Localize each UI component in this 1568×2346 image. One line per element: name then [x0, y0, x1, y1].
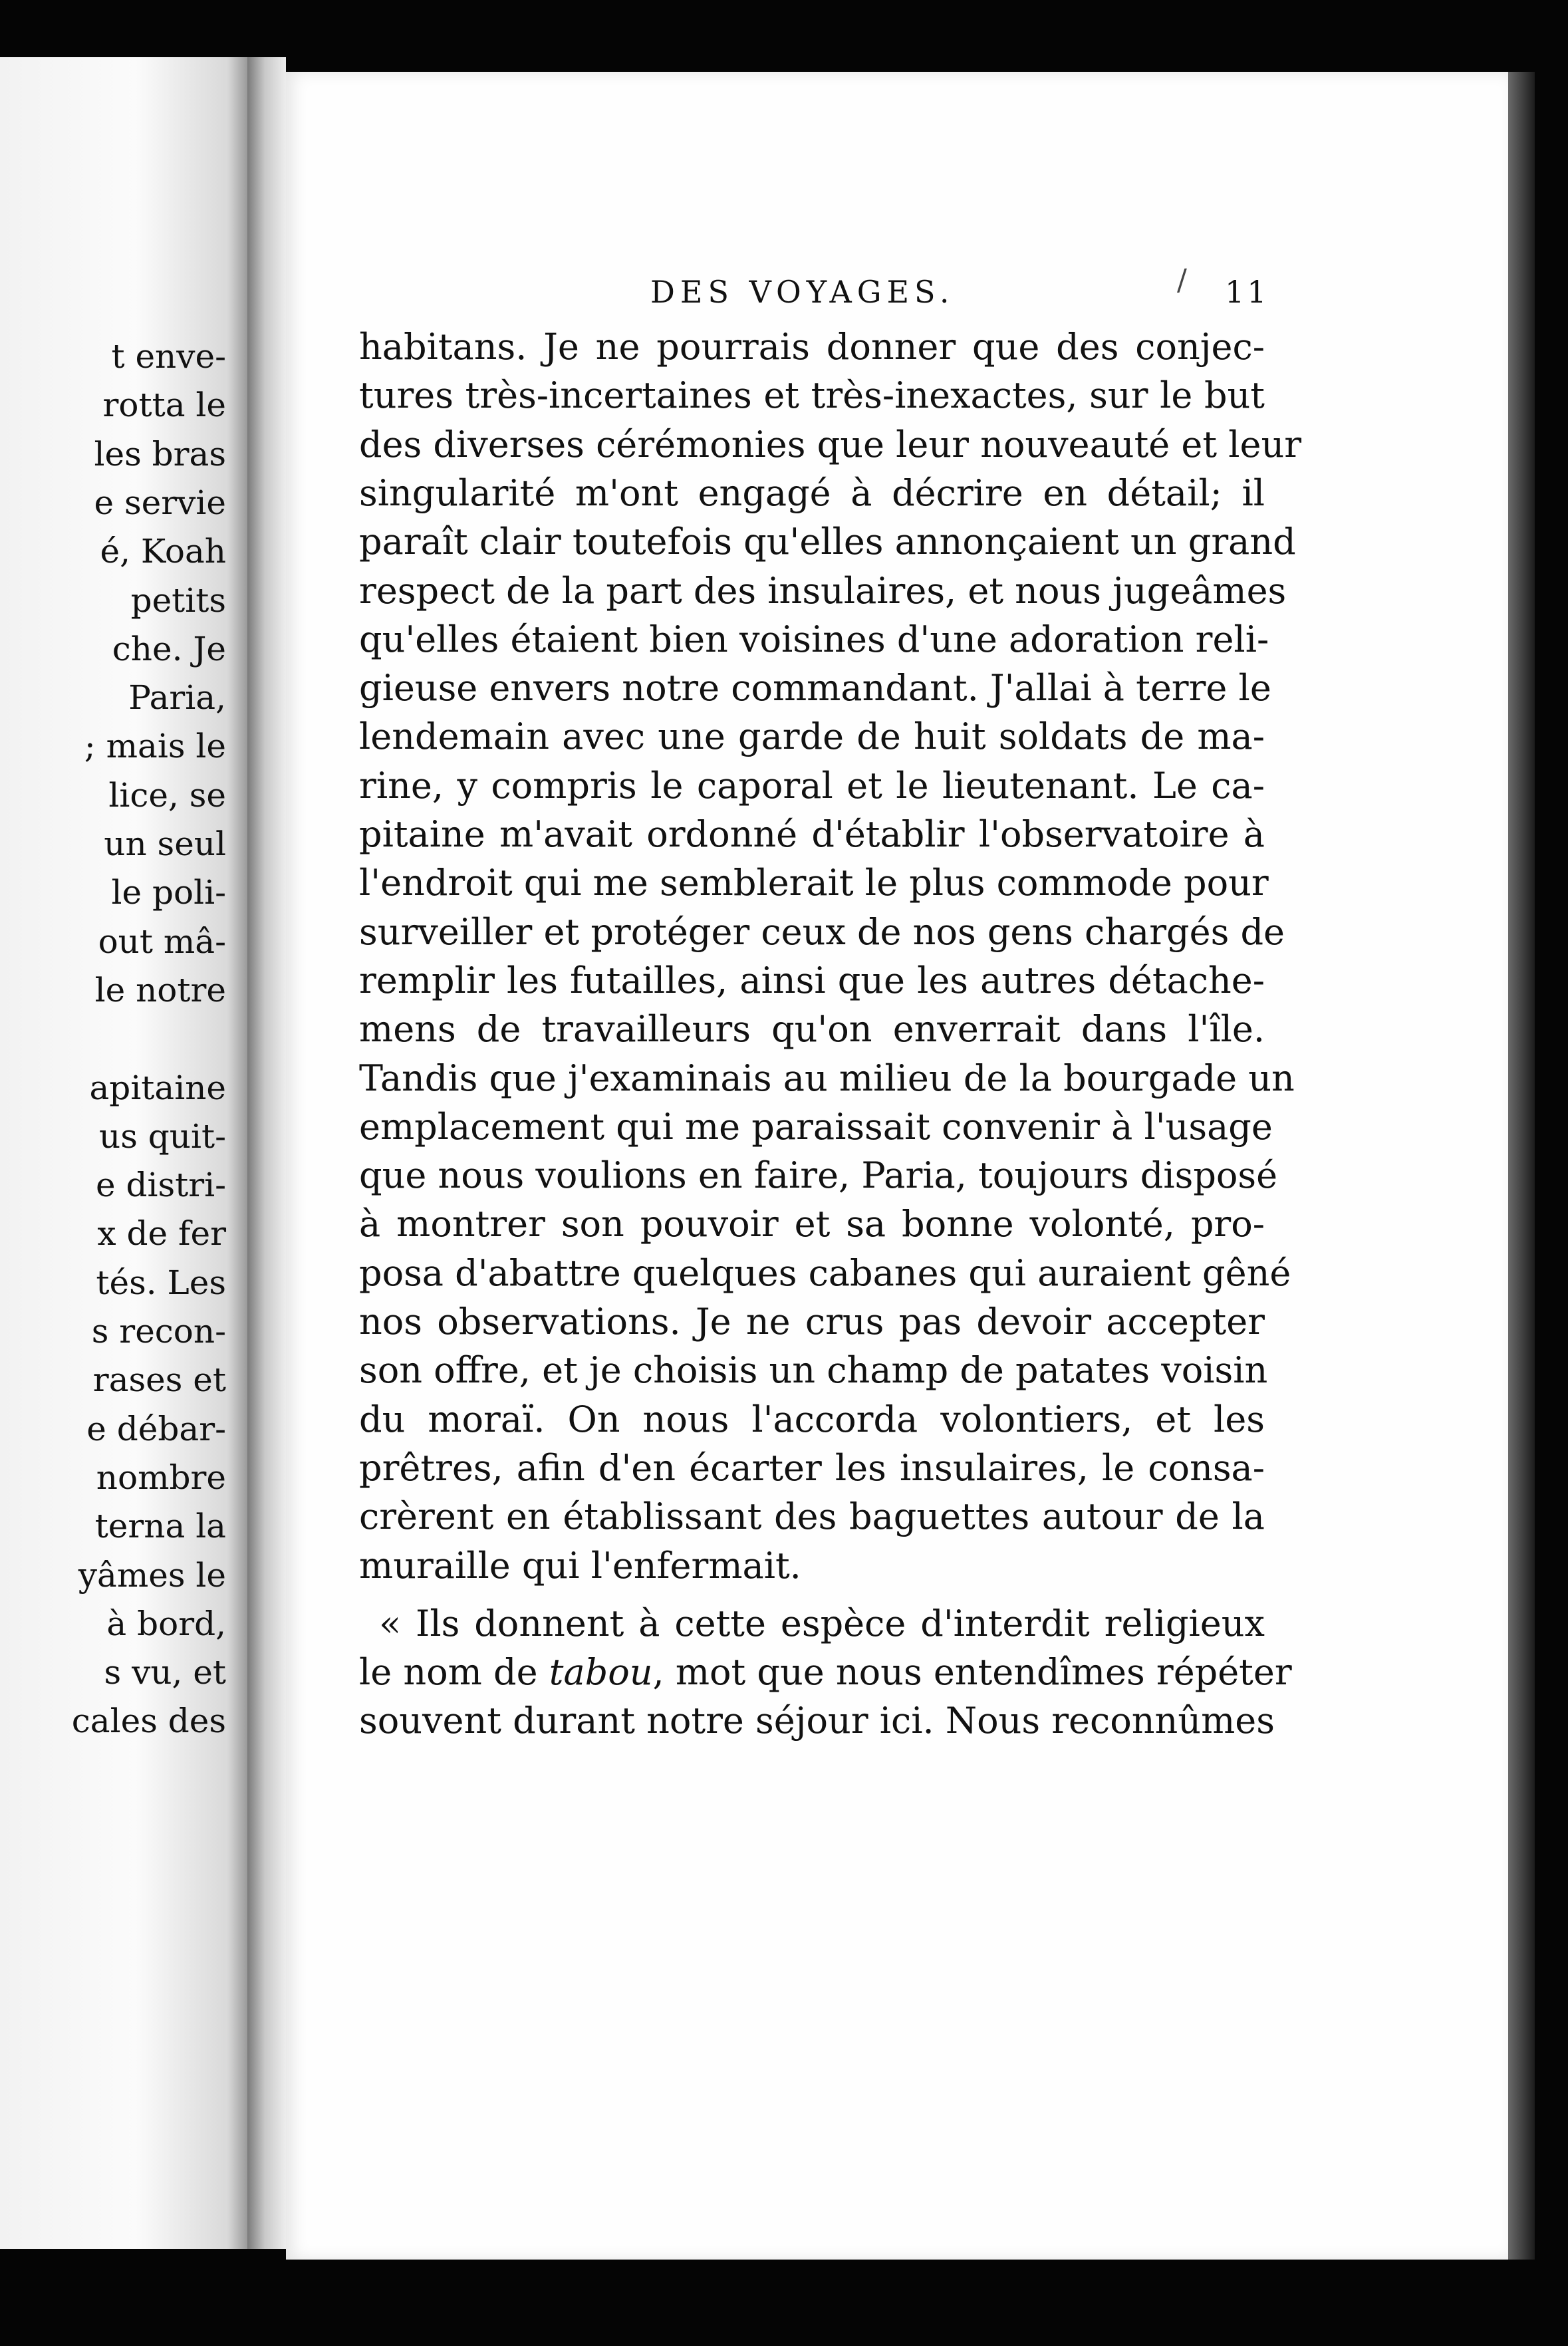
text-line: posa d'abattre quelques cabanes qui auraient gêné — [359, 1251, 1291, 1294]
left-page-line: us quit- — [99, 1116, 226, 1156]
left-page-line: che. Je — [112, 629, 226, 668]
text-line: « Ils donnent à cette espèce d'interdit religieux — [379, 1602, 1265, 1644]
text-line: des diverses cérémonies que leur nouveauté et leur — [359, 423, 1302, 465]
left-page-line: un seul — [104, 825, 226, 863]
left-page-line: e servie — [94, 483, 226, 522]
left-page-line: ; mais le — [84, 727, 226, 766]
left-page-line: le poli- — [111, 873, 226, 912]
left-page-line: terna la — [94, 1507, 226, 1546]
left-page-line: e distri- — [95, 1166, 226, 1205]
running-head: DES VOYAGES. — [650, 274, 955, 310]
left-page-line: lice, se — [108, 775, 226, 815]
left-page-line: le notre — [94, 970, 226, 1009]
text-line: lendemain avec une garde de huit soldats de ma- — [359, 716, 1265, 758]
left-page-line: t enve- — [111, 337, 226, 376]
left-page-line: e débar- — [86, 1409, 226, 1448]
text-line: qu'elles étaient bien voisines d'une adoration reli- — [359, 618, 1269, 660]
text-line: prêtres, afin d'en écarter les insulaires, le consa- — [359, 1446, 1265, 1489]
left-page-line: x de fer — [97, 1214, 226, 1253]
left-page-line: cales des — [71, 1702, 226, 1741]
text-line: singularité m'ont engagé à décrire en détail; il — [359, 471, 1265, 514]
page-edge-shadow — [1508, 72, 1535, 2260]
left-page-line: é, Koah — [100, 532, 226, 571]
text-line: gieuse envers notre commandant. J'allai à terre le — [359, 667, 1271, 710]
left-page-line: les bras — [94, 434, 226, 473]
text-line: respect de la part des insulaires, et nous jugeâmes — [359, 569, 1287, 612]
left-page-line: s vu, et — [104, 1653, 226, 1692]
text-line: crèrent en établissant des baguettes autour de la — [359, 1496, 1265, 1538]
book-gutter — [247, 57, 286, 2249]
text-line: muraille qui l'enfermait. — [359, 1544, 801, 1587]
left-page-line: out mâ- — [98, 922, 226, 961]
left-page-line: rotta le — [102, 386, 226, 425]
left-page-line: yâmes le — [78, 1555, 226, 1595]
page-number: 11 — [1225, 274, 1269, 310]
text-line: du moraï. On nous l'accorda volontiers, et les — [359, 1398, 1265, 1440]
text-line: mens de travailleurs qu'on enverrait dans l'île. — [359, 1008, 1265, 1051]
left-page-line: tés. Les — [96, 1263, 226, 1302]
text-line: emplacement qui me paraissait convenir à l'usage — [359, 1105, 1273, 1148]
left-page-line: s recon- — [91, 1312, 226, 1351]
italic-term: tabou — [549, 1651, 653, 1694]
text-line: l'endroit qui me semblerait le plus commode pour — [359, 862, 1269, 904]
left-page — [0, 57, 247, 2249]
margin-mark: / — [1177, 263, 1187, 297]
left-page-line: Paria, — [128, 678, 226, 717]
left-page-line: apitaine — [89, 1068, 226, 1107]
text-line: pitaine m'avait ordonné d'établir l'observatoire à — [359, 813, 1265, 855]
text-line: le nom de tabou, mot que nous entendîmes répéter — [359, 1651, 1292, 1694]
text-line: rine, y compris le caporal et le lieutenant. Le ca- — [359, 764, 1265, 807]
text-line: paraît clair toutefois qu'elles annonçaient un grand — [359, 521, 1296, 563]
text-line: tures très-incertaines et très-inexactes, sur le but — [359, 374, 1265, 417]
left-page-line: petits — [130, 581, 226, 620]
text-line: remplir les futailles, ainsi que les autres détache- — [359, 959, 1265, 1001]
text-line: surveiller et protéger ceux de nos gens chargés de — [359, 910, 1285, 953]
left-page-line: rases et — [92, 1361, 226, 1400]
text-line: son offre, et je choisis un champ de patates voisin — [359, 1349, 1268, 1392]
text-line: à montrer son pouvoir et sa bonne volonté, pro- — [359, 1203, 1265, 1245]
text-line: souvent durant notre séjour ici. Nous reconnûmes — [359, 1700, 1275, 1742]
text-line: que nous voulions en faire, Paria, toujours disposé — [359, 1154, 1278, 1197]
text-line: Tandis que j'examinais au milieu de la bourgade un — [359, 1057, 1295, 1099]
left-page-line: nombre — [96, 1458, 226, 1497]
left-page-line: à bord, — [106, 1604, 226, 1643]
text-line: habitans. Je ne pourrais donner que des conjec- — [359, 326, 1265, 368]
text-line: nos observations. Je ne crus pas devoir accepter — [359, 1301, 1265, 1343]
